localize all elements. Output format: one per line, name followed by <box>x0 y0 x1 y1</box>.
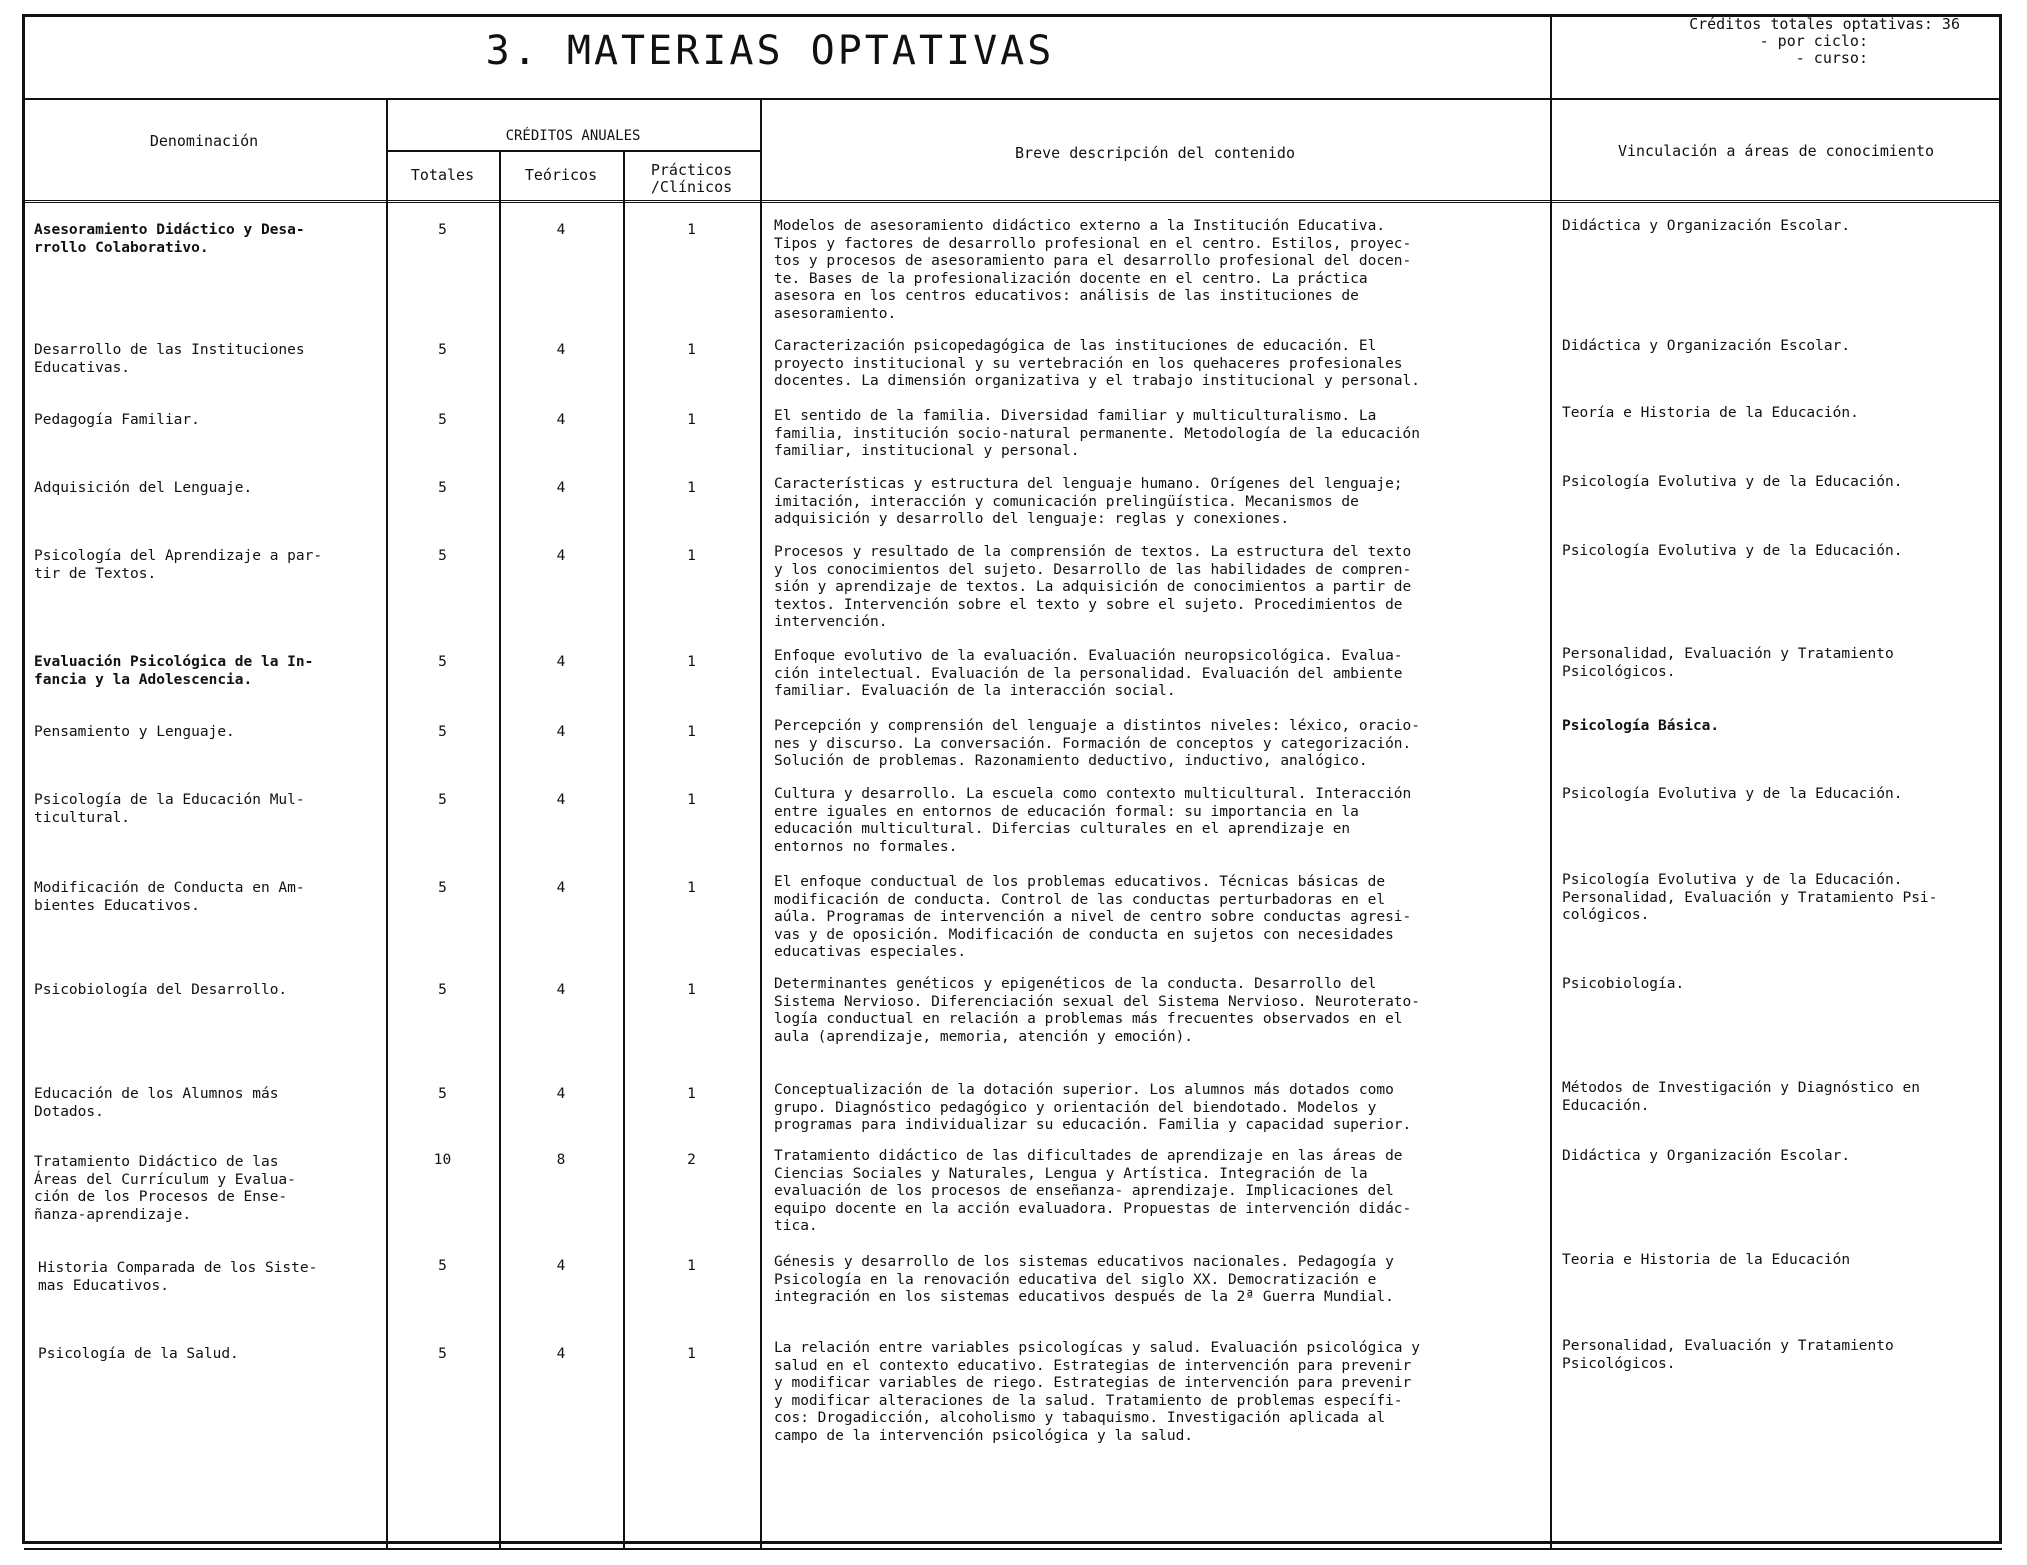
row-name: Pensamiento y Lenguaje. <box>34 724 235 740</box>
row-totales: 5 <box>438 982 447 998</box>
row-totales: 5 <box>438 654 447 670</box>
row-practicos: 1 <box>687 1258 696 1274</box>
row-area: Personalidad, Evaluación y Tratamiento Psicológicos. <box>1562 646 1894 680</box>
row-description: Génesis y desarrollo de los sistemas educativos nacionales. Pedagogía y Psicología en la renovación educativa del siglo XX. Democratización e integración en los sistemas educativos después de la 2ª Guerra Mundial. <box>774 1254 1394 1305</box>
row-practicos: 1 <box>687 1346 696 1362</box>
row-area: Métodos de Investigación y Diagnóstico en Educación. <box>1562 1080 1920 1114</box>
credits-summary <box>1560 16 1960 67</box>
credits-course: - curso: <box>1795 49 1868 67</box>
row-practicos: 1 <box>687 342 696 358</box>
row-description: Características y estructura del lenguaje humano. Orígenes del lenguaje; imitación, interacción y comunicación prelingüística. Mecanismos de adquisición y desarrollo del lenguaje: reglas y conexiones. <box>774 476 1403 527</box>
row-practicos: 1 <box>687 412 696 428</box>
row-name: Psicología de la Salud. <box>38 1346 239 1362</box>
header-totales: Totales <box>410 166 475 184</box>
row-totales: 5 <box>438 342 447 358</box>
row-totales: 5 <box>438 1258 447 1274</box>
row-practicos: 1 <box>687 1086 696 1102</box>
credits-cycle: - por ciclo: <box>1759 32 1868 50</box>
credits-total: Créditos totales optativas: 36 <box>1689 15 1960 33</box>
row-totales: 5 <box>438 1086 447 1102</box>
row-teoricos: 4 <box>556 222 566 238</box>
row-totales: 5 <box>438 412 447 428</box>
row-description: Enfoque evolutivo de la evaluación. Evaluación neuropsicológica. Evalua- ción intelectual. Evaluación de la personalidad. Evaluación del ambiente familiar. Evaluación de la interacción social. <box>774 648 1403 699</box>
row-area: Personalidad, Evaluación y Tratamiento Psicológicos. <box>1562 1338 1894 1372</box>
header-descripcion: Breve descripción del contenido <box>1015 144 1295 162</box>
row-description: Cultura y desarrollo. La escuela como contexto multicultural. Interacción entre iguales en entornos de educación formal: su importancia en la educación multicultural. Difercias culturales en el aprendizaje en entornos no formales. <box>774 786 1412 855</box>
row-area: Didáctica y Organización Escolar. <box>1562 338 1851 354</box>
row-name: Educación de los Alumnos más Dotados. <box>34 1086 279 1120</box>
row-description: El sentido de la familia. Diversidad familiar y multiculturalismo. La familia, institución socio-natural permanente. Metodología de la educación familiar, institucional y personal. <box>774 408 1421 459</box>
row-teoricos: 4 <box>556 880 566 896</box>
row-practicos: 1 <box>687 982 696 998</box>
row-practicos: 1 <box>687 480 696 496</box>
row-name: Tratamiento Didáctico de las Áreas del Currículum y Evalua- ción de los Procesos de Ense- ñanza-aprendizaje. <box>34 1154 296 1223</box>
row-name: Psicobiología del Desarrollo. <box>34 982 288 998</box>
row-teoricos: 4 <box>556 982 566 998</box>
row-name: Modificación de Conducta en Am- bientes Educativos. <box>34 880 305 914</box>
row-description: Modelos de asesoramiento didáctico externo a la Institución Educativa. Tipos y factores de desarrollo profesional en el centro. Estilos, proyec- tos y procesos de asesoramiento para el desarrollo profesional del docen- te. Bases de la profesionalización docente en el centro. La práctica asesora en los centros educativos: análisis de las instituciones de asesoramiento. <box>774 218 1412 322</box>
row-name: Evaluación Psicológica de la In- fancia y la Adolescencia. <box>34 654 314 688</box>
row-description: Determinantes genéticos y epigenéticos de la conducta. Desarrollo del Sistema Nervioso. Diferenciación sexual del Sistema Nervioso. Neuroterato- logía conductual en relación a problemas más frecuentes observados en el aula (aprendizaje, memoria, atención y emoción). <box>774 976 1421 1045</box>
row-teoricos: 4 <box>556 792 566 808</box>
col-divider-1 <box>386 98 388 1548</box>
row-area: Psicología Evolutiva y de la Educación. Personalidad, Evaluación y Tratamiento Psi- cológicos. <box>1562 872 1938 923</box>
rule-below-header <box>22 200 2002 203</box>
row-name: Historia Comparada de los Siste- mas Educativos. <box>38 1260 318 1294</box>
row-description: La relación entre variables psicologícas y salud. Evaluación psicológica y salud en el contexto educativo. Estrategias de intervención para prevenir y modificar variables de riego. Estrategias de intervención para prevenir y modificar alteraciones de la salud. Tratamiento de problemas específi- cos: Drogadicción, alcoholismo y tabaquismo. Investigación aplicada al campo de la intervención psicológica y la salud. <box>774 1340 1421 1444</box>
rule-below-title <box>22 98 2002 100</box>
row-area: Didáctica y Organización Escolar. <box>1562 1148 1851 1164</box>
row-area: Psicobiología. <box>1562 976 1685 992</box>
row-totales: 5 <box>438 480 447 496</box>
row-practicos: 1 <box>687 654 696 670</box>
row-totales: 10 <box>433 1152 452 1168</box>
row-teoricos: 4 <box>556 342 566 358</box>
row-totales: 5 <box>438 880 447 896</box>
row-teoricos: 4 <box>556 480 566 496</box>
row-name: Psicología de la Educación Mul- ticultural. <box>34 792 305 826</box>
bottom-rule <box>24 1548 2002 1550</box>
row-area: Psicología Evolutiva y de la Educación. <box>1562 474 1903 490</box>
col-divider-2 <box>499 150 501 1548</box>
row-teoricos: 4 <box>556 1258 566 1274</box>
row-description: Caracterización psicopedagógica de las instituciones de educación. El proyecto institucional y su vertebración en los quehaceres profesionales docentes. La dimensión organizativa y el trabajo institucional y personal. <box>774 338 1421 389</box>
row-name: Desarrollo de las Instituciones Educativas. <box>34 342 305 376</box>
row-practicos: 1 <box>687 724 696 740</box>
row-practicos: 1 <box>687 548 696 564</box>
row-description: Percepción y comprensión del lenguaje a distintos niveles: léxico, oracio- nes y discurso. La conversación. Formación de conceptos y categorización. Solución de problemas. Razonamiento deductivo, inductivo, analógico. <box>774 718 1421 769</box>
header-creditos-anuales: CRÉDITOS ANUALES <box>505 128 641 144</box>
row-practicos: 2 <box>687 1152 696 1168</box>
row-description: Conceptualización de la dotación superior. Los alumnos más dotados como grupo. Diagnóstico pedagógico y orientación del biendotado. Modelos y programas para individualizar su educación. Familia y capacidad superior. <box>774 1082 1412 1133</box>
page-title: 3. MATERIAS OPTATIVAS <box>485 28 1055 74</box>
row-area: Psicología Evolutiva y de la Educación. <box>1562 543 1903 559</box>
row-name: Adquisición del Lenguaje. <box>34 480 253 496</box>
row-teoricos: 4 <box>556 548 566 564</box>
col-divider-4 <box>760 98 762 1548</box>
row-teoricos: 4 <box>556 412 566 428</box>
col-divider-3 <box>623 150 625 1548</box>
row-area: Teoría e Historia de la Educación. <box>1562 405 1859 421</box>
row-name: Pedagogía Familiar. <box>34 412 200 428</box>
col-divider-5 <box>1550 98 1552 1548</box>
row-practicos: 1 <box>687 880 696 896</box>
header-vinculacion: Vinculación a áreas de conocimiento <box>1617 142 1935 160</box>
row-teoricos: 4 <box>556 1346 566 1362</box>
row-name: Asesoramiento Didáctico y Desa- rrollo Colaborativo. <box>34 222 305 256</box>
row-totales: 5 <box>438 1346 447 1362</box>
row-area: Didáctica y Organización Escolar. <box>1562 218 1851 234</box>
row-description: Tratamiento didáctico de las dificultades de aprendizaje en las áreas de Ciencias Sociales y Naturales, Lengua y Artística. Integración de la evaluación de los procesos de enseñanza- aprendizaje. Implicaciones del equipo docente en la acción evaluadora. Propuestas de intervención didác- tica. <box>774 1148 1412 1234</box>
row-teoricos: 4 <box>556 1086 566 1102</box>
rule-creditos-sub <box>386 150 760 152</box>
row-area: Psicología Básica. <box>1562 718 1720 734</box>
row-practicos: 1 <box>687 222 696 238</box>
row-name: Psicología del Aprendizaje a par- tir de Textos. <box>34 548 323 582</box>
row-totales: 5 <box>438 222 447 238</box>
header-denominacion: Denominación <box>149 132 259 150</box>
row-practicos: 1 <box>687 792 696 808</box>
row-totales: 5 <box>438 792 447 808</box>
row-area: Psicología Evolutiva y de la Educación. <box>1562 786 1903 802</box>
row-description: Procesos y resultado de la comprensión de textos. La estructura del texto y los conocimientos del sujeto. Desarrollo de las habilidades de compren- sión y aprendizaje de textos. La adquisición de conocimientos a partir de textos. Intervención sobre el texto y sobre el sujeto. Procedimientos de intervención. <box>774 544 1412 630</box>
row-totales: 5 <box>438 548 447 564</box>
row-teoricos: 4 <box>556 654 566 670</box>
header-teoricos: Teóricos <box>524 166 598 184</box>
header-practicos: Prácticos /Clínicos <box>650 161 733 196</box>
row-teoricos: 4 <box>556 724 566 740</box>
rule-title-divider <box>1550 14 1552 100</box>
row-description: El enfoque conductual de los problemas educativos. Técnicas básicas de modificación de conducta. Control de las conductas perturbadoras en el aúla. Programas de intervención a nivel de centro sobre conductas agresi- vas y de oposición. Modificación de conducta en sujetos con necesidades educativas especiales. <box>774 874 1412 960</box>
row-teoricos: 8 <box>556 1152 566 1168</box>
row-area: Teoria e Historia de la Educación <box>1562 1252 1851 1268</box>
row-totales: 5 <box>438 724 447 740</box>
